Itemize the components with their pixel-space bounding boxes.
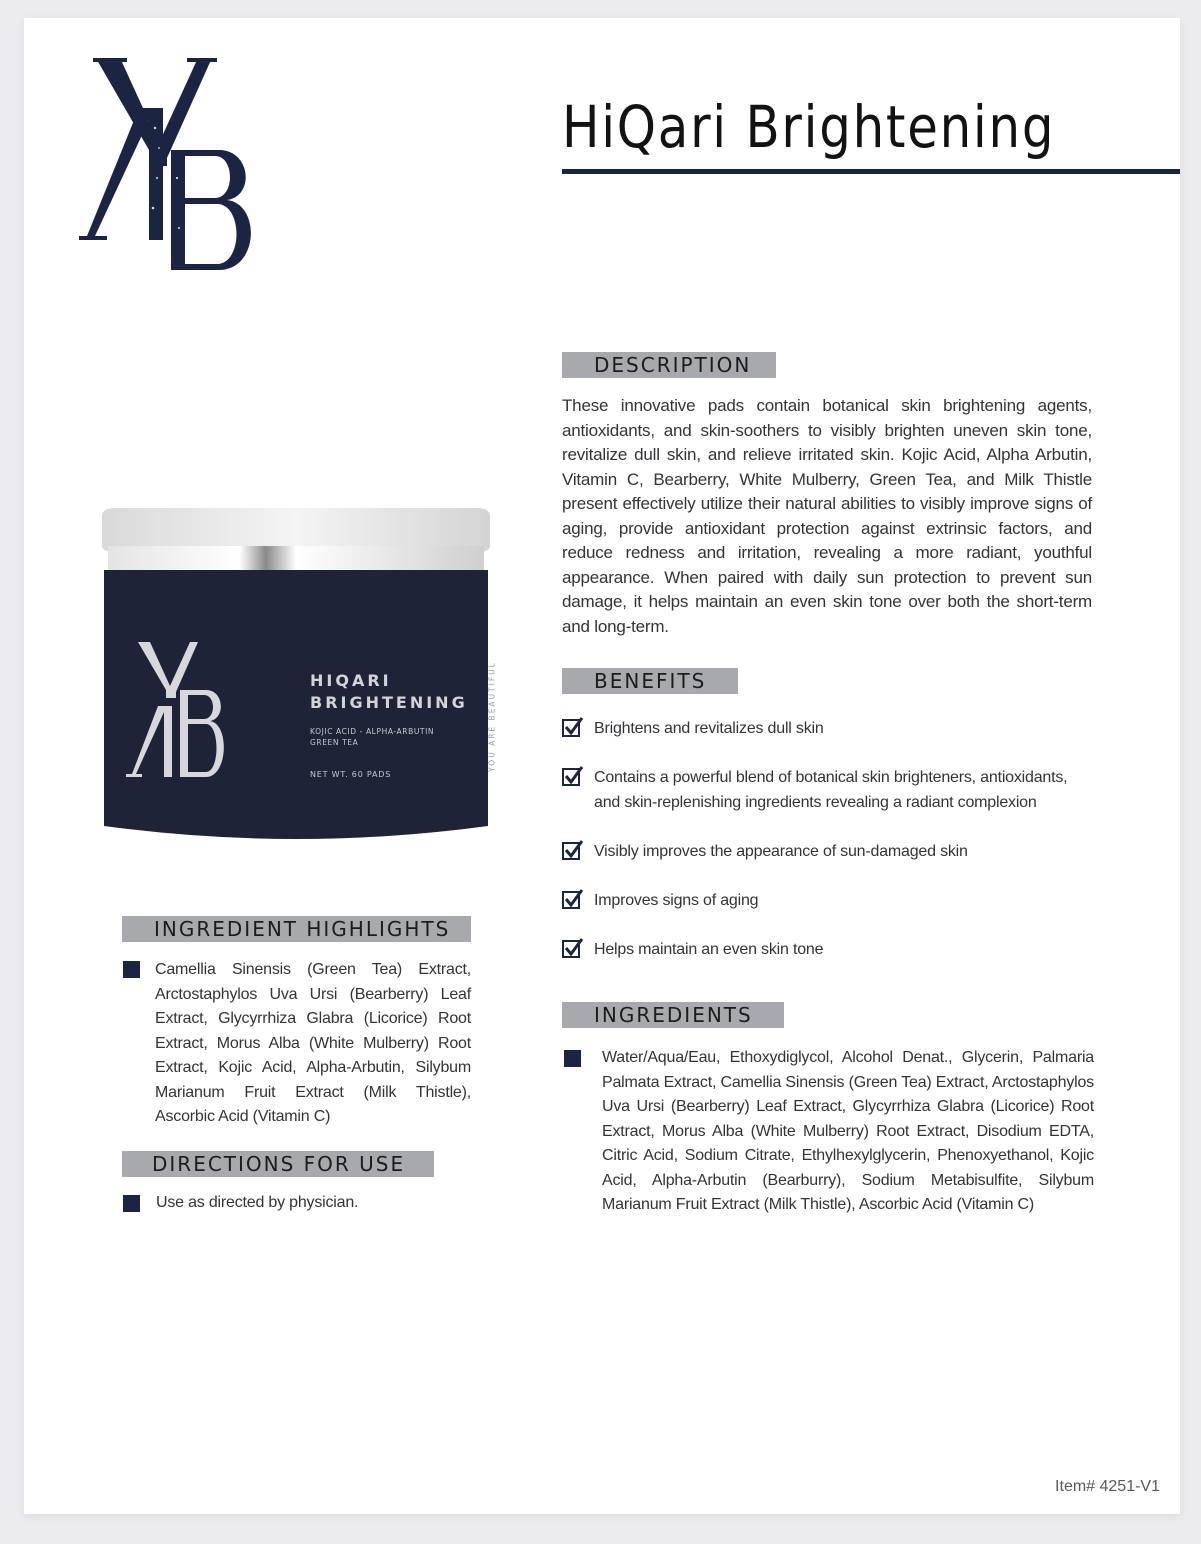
bullet-square xyxy=(564,1050,581,1067)
jar-net-weight: NET WT. 60 PADS xyxy=(310,770,392,779)
bullet-square xyxy=(123,1195,140,1212)
ingredient-highlights-heading: INGREDIENT HIGHLIGHTS xyxy=(122,916,471,942)
benefit-text: Visibly improves the appearance of sun-damaged skin xyxy=(594,843,968,860)
description-heading: DESCRIPTION xyxy=(562,352,776,378)
ingredients-text: Water/Aqua/Eau, Ethoxydiglycol, Alcohol Denat., Glycerin, Palmaria Palmata Extract, Camellia Sinensis (Green Tea) Extract, Arctostaphylos Uva Ursi (Bearberry) Leaf Extract, Glycyrrhiza Glabra (Licorice) Root Extract, Morus Alba (White Mulberry) Root Extract, Disodium EDTA, Citric Acid, Sodium Citrate, Ethylhexylglycerin, Phenoxyethanol, Kojic Acid, Alpha-Arbutin (Bearburry), Sodium Metabisulfite, Silybum Marianum Fruit Extract (Milk Thistle), Ascorbic Acid (Vitamin C) xyxy=(602,1049,1094,1213)
benefit-text: Helps maintain an even skin tone xyxy=(594,941,824,958)
product-jar-image xyxy=(96,486,496,848)
checkbox-checked-icon xyxy=(562,839,584,861)
brand-logo xyxy=(79,48,259,273)
title-underline xyxy=(562,169,1180,174)
checkbox-checked-icon xyxy=(562,716,584,738)
benefit-text: Brightens and revitalizes dull skin xyxy=(594,720,824,737)
spec-sheet-page xyxy=(24,18,1180,1514)
checkbox-checked-icon xyxy=(562,937,584,959)
directions-text: Use as directed by physician. xyxy=(156,1194,359,1211)
jar-name-line2: BRIGHTENING xyxy=(310,693,468,712)
benefit-text: Contains a powerful blend of botanical skin brighteners, antioxidants, and skin-replenishing ingredients revealing a radiant complexion xyxy=(594,769,1068,811)
directions-heading: DIRECTIONS FOR USE xyxy=(122,1151,434,1177)
benefits-heading: BENEFITS xyxy=(562,668,738,694)
jar-side-text: YOU ARE BEAUTIFUL xyxy=(487,661,497,772)
jar-sub-line2: GREEN TEA xyxy=(310,738,359,747)
jar-sub-line1: KOJIC ACID - ALPHA-ARBUTIN xyxy=(310,727,435,736)
checkbox-checked-icon xyxy=(562,888,584,910)
description-text: These innovative pads contain botanical skin brightening agents, antioxidants, and skin-soothers to visibly brighten uneven skin tone, revitalize dull skin, and relieve irritated skin. Kojic Acid, Alpha Arbutin, Vitamin C, Bearberry, White Mulberry, Green Tea, and Milk Thistle present effectively utilize their natural abilities to visibly improve signs of aging, provide antioxidant protection against extrinsic factors, and reduce redness and irritation, revealing a more radiant, youthful appearance. When paired with daily sun protection to prevent sun damage, it helps maintain an even skin tone over both the short-term and long-term. xyxy=(562,396,1092,636)
jar-name-line1: HIQARI xyxy=(310,671,392,690)
item-number: Item# 4251-V1 xyxy=(1055,1478,1160,1495)
ingredients-heading: INGREDIENTS xyxy=(562,1002,784,1028)
product-title: HiQari Brightening xyxy=(562,93,1056,161)
ingredient-highlights-text: Camellia Sinensis (Green Tea) Extract, Arctostaphylos Uva Ursi (Bearberry) Leaf Extract, Glycyrrhiza Glabra (Licorice) Root Extract, Morus Alba (White Mulberry) Root Extract, Kojic Acid, Alpha-Arbutin, Silybum Marianum Fruit Extract (Milk Thistle), Ascorbic Acid (Vitamin C) xyxy=(155,961,471,1125)
bullet-square xyxy=(123,961,140,978)
checkbox-checked-icon xyxy=(562,765,584,787)
benefit-text: Improves signs of aging xyxy=(594,892,759,909)
